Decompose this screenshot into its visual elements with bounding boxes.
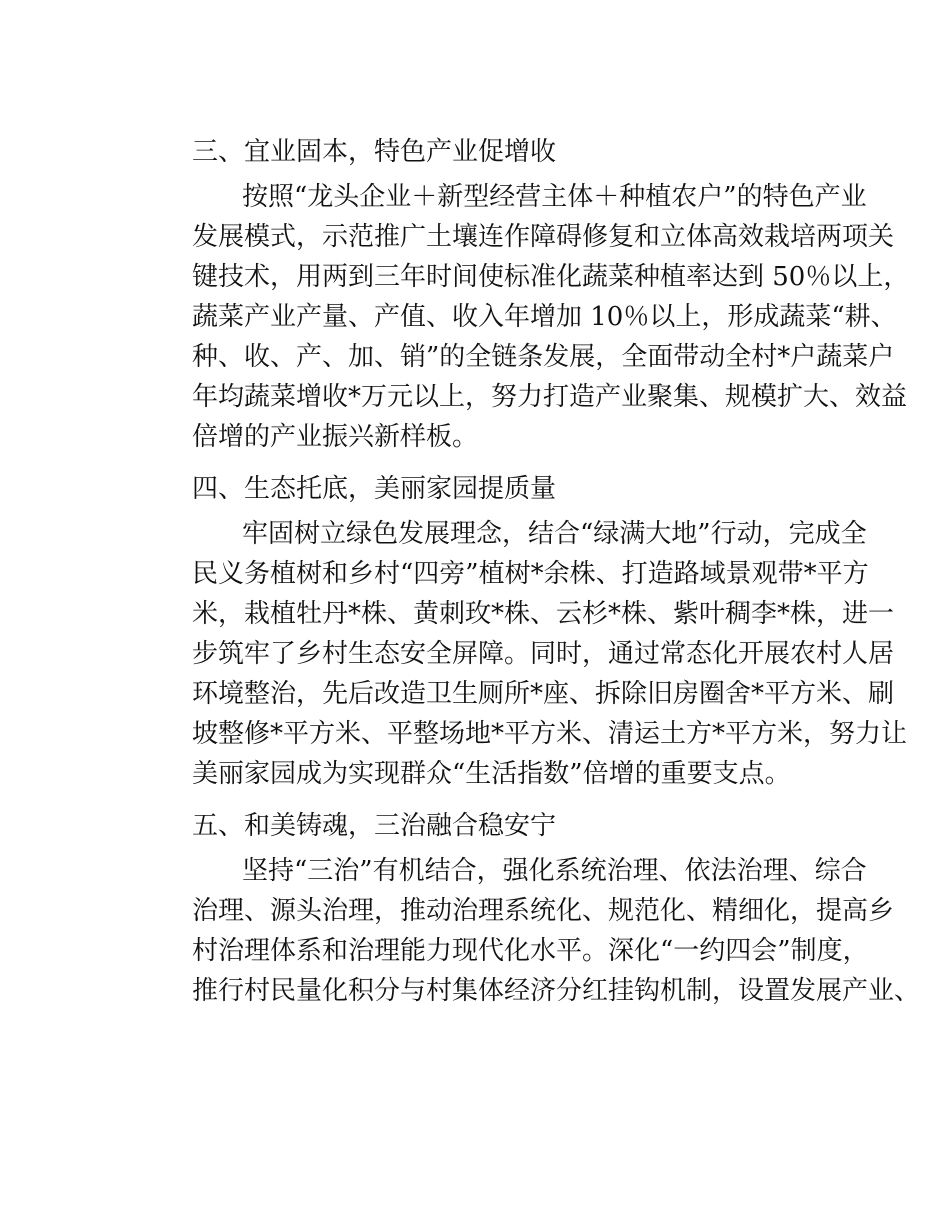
paragraph-line: 米，栽植牡丹*株、黄刺玫*株、云杉*株、紫叶稠李*株，进一 [192, 599, 895, 629]
section-paragraph [142, 514, 908, 794]
paragraph-line: 民义务植树和乡村“四旁”植树*余株、打造路域景观带*平方 [192, 559, 869, 589]
paragraph-line: 环境整治，先后改造卫生厕所*座、拆除旧房圈舍*平方米、刷 [192, 679, 895, 709]
paragraph-line: 倍增的产业振兴新样板。 [192, 422, 479, 452]
paragraph-line: 按照“龙头企业＋新型经营主体＋种植农户”的特色产业 [242, 182, 867, 212]
paragraph-line: 坚持“三治”有机结合，强化系统治理、依法治理、综合 [242, 856, 867, 886]
section-heading: 五、和美铸魂，三治融合稳安宁 [192, 811, 557, 841]
paragraph-line: 发展模式，示范推广土壤连作障碍修复和立体高效栽培两项关 [192, 222, 895, 252]
section-heading: 三、宜业固本，特色产业促增收 [192, 137, 557, 167]
paragraph-line: 年均蔬菜增收*万元以上，努力打造产业聚集、规模扩大、效益 [192, 382, 908, 412]
paragraph-line: 村治理体系和治理能力现代化水平。深化“一约四会”制度， [192, 936, 869, 966]
paragraph-line: 推行村民量化积分与村集体经济分红挂钩机制，设置发展产业、 [192, 976, 921, 1006]
section-heading: 四、生态托底，美丽家园提质量 [192, 474, 557, 504]
paragraph-line: 美丽家园成为实现群众“生活指数”倍增的重要支点。 [192, 759, 791, 789]
paragraph-line: 键技术，用两到三年时间使标准化蔬菜种植率达到 50％以上， [192, 262, 910, 292]
section-paragraph [142, 177, 910, 457]
document-body [142, 128, 921, 1019]
section-paragraph [142, 851, 921, 1011]
paragraph-line: 治理、源头治理，推动治理系统化、规范化、精细化，提高乡 [192, 896, 895, 926]
paragraph-line: 种、收、产、加、销”的全链条发展，全面带动全村*户蔬菜户 [192, 342, 895, 372]
paragraph-line: 步筑牢了乡村生态安全屏障。同时，通过常态化开展农村人居 [192, 639, 895, 669]
paragraph-line: 牢固树立绿色发展理念，结合“绿满大地”行动，完成全 [242, 519, 867, 549]
paragraph-line: 坡整修*平方米、平整场地*平方米、清运土方*平方米，努力让 [192, 719, 908, 749]
paragraph-line: 蔬菜产业产量、产值、收入年增加 10％以上，形成蔬菜“耕、 [192, 302, 897, 332]
